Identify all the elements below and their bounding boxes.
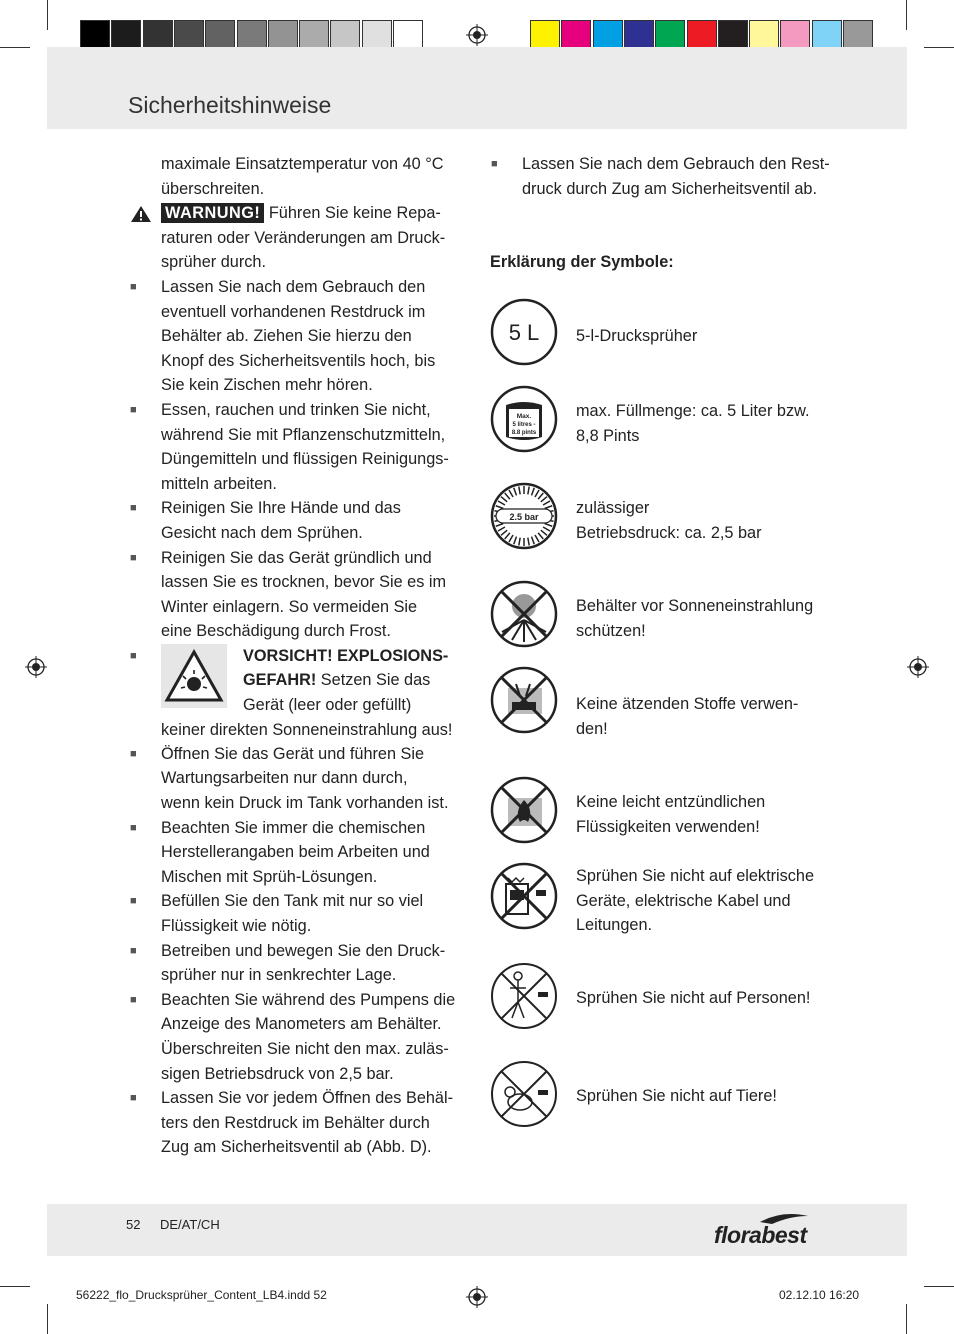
bullet-square-icon: ■ <box>130 280 137 293</box>
warning-text: raturen oder Veränderungen am Druck- <box>161 228 446 247</box>
locale-label: DE/AT/CH <box>160 1217 220 1232</box>
item-line: Befüllen Sie den Tank mit nur so viel <box>161 892 424 911</box>
item-line: Lassen Sie nach dem Gebrauch den Rest- <box>522 155 830 173</box>
svg-text:Max.: Max. <box>516 413 532 420</box>
gray-swatch <box>299 20 329 50</box>
intro-line: überschreiten. <box>161 179 265 198</box>
svg-text:5 litres -: 5 litres - <box>512 422 536 428</box>
bullet-item <box>130 398 471 496</box>
warning-triangle-icon <box>130 205 152 223</box>
bullet-item <box>130 988 471 1086</box>
color-swatch <box>812 20 842 50</box>
item-line: Mischen mit Sprüh-Lösungen. <box>161 867 378 886</box>
symbol-text: Sprühen Sie nicht auf elektrische <box>576 867 815 885</box>
bullet-item <box>130 939 471 988</box>
color-swatch <box>593 20 623 50</box>
item-line: sigen Betriebsdruck von 2,5 bar. <box>161 1064 394 1083</box>
bullet-square-icon: ■ <box>130 551 137 564</box>
max-fill-icon <box>490 385 558 453</box>
item-line: Lassen Sie vor jedem Öffnen des Behäl- <box>161 1089 454 1108</box>
slug-date: 02.12.10 16:20 <box>779 1288 860 1302</box>
no-spray-animals-icon <box>490 1060 558 1128</box>
item-line: eventuell vorhandenen Restdruck im <box>161 302 426 321</box>
bullet-square-icon: ■ <box>130 821 137 834</box>
registration-mark-icon <box>466 1286 488 1308</box>
bullet-item <box>130 546 471 644</box>
registration-mark-icon <box>907 656 929 678</box>
item-line: Betreiben und bewegen Sie den Druck- <box>161 941 446 960</box>
item-line: Sie kein Zischen mehr hören. <box>161 376 373 395</box>
slug-file: 56222_flo_Drucksprüher_Content_LB4.indd 52 <box>76 1288 327 1302</box>
bullet-square-icon: ■ <box>130 649 137 662</box>
svg-text:5 L: 5 L <box>508 320 540 345</box>
left-column <box>130 152 471 1160</box>
right-column-item <box>491 152 842 201</box>
no-spray-electrical-icon <box>490 862 558 930</box>
color-swatch <box>749 20 779 50</box>
bullet-item <box>130 816 471 890</box>
bullet-item <box>130 1086 471 1160</box>
bullet-square-icon: ■ <box>491 158 498 170</box>
registration-mark-icon <box>25 656 47 678</box>
bullet-square-icon: ■ <box>130 502 137 515</box>
gray-swatch <box>205 20 235 50</box>
svg-text:2.5 bar: 2.5 bar <box>509 512 539 522</box>
item-line: Essen, rauchen und trinken Sie nicht, <box>161 400 431 419</box>
item-line: Düngemitteln und flüssigen Reinigungs- <box>161 450 449 469</box>
gray-swatch <box>174 20 204 50</box>
item-line: druck durch Zug am Sicherheitsventil ab. <box>522 179 818 198</box>
pressure-gauge-icon <box>490 482 558 550</box>
color-swatch <box>624 20 654 50</box>
explosive-hazard-icon <box>161 644 227 708</box>
intro-line: maximale Einsatztemperatur von 40 °C <box>161 155 444 173</box>
no-flammable-icon <box>490 776 558 844</box>
item-line: Beachten Sie immer die chemischen <box>161 818 426 837</box>
symbol-text: den! <box>576 719 608 738</box>
color-swatch <box>687 20 717 50</box>
brand-wordmark: florabest <box>714 1222 807 1248</box>
item-line: Lassen Sie nach dem Gebrauch den <box>161 277 426 296</box>
symbol-text: Behälter vor Sonneneinstrahlung <box>576 597 814 615</box>
gray-swatch <box>237 20 267 50</box>
florabest-logo <box>712 1212 828 1250</box>
item-line: wenn kein Druck im Tank vorhanden ist. <box>161 794 449 813</box>
bullet-square-icon: ■ <box>130 1092 137 1105</box>
bullet-square-icon: ■ <box>130 993 137 1006</box>
bullet-item <box>130 496 471 545</box>
gray-swatch <box>143 20 173 50</box>
bullet-item <box>130 889 471 938</box>
warning-text: sprüher durch. <box>161 253 266 272</box>
symbol-text: Sprühen Sie nicht auf Personen! <box>576 989 811 1007</box>
bullet-square-icon: ■ <box>130 403 137 416</box>
color-swatch <box>718 20 748 50</box>
symbol-text: Betriebsdruck: ca. 2,5 bar <box>576 523 762 542</box>
symbol-text: 5-l-Drucksprüher <box>576 327 698 345</box>
item-line: Knopf des Sicherheitsventils hoch, bis <box>161 351 436 370</box>
symbol-text: Keine leicht entzündlichen <box>576 793 766 811</box>
item-line: Beachten Sie während des Pumpens die <box>161 990 456 1009</box>
symbols-heading: Erklärung der Symbole: <box>490 253 674 271</box>
caution-label: VORSICHT! EXPLOSIONS- <box>243 646 449 665</box>
gray-swatch <box>393 20 423 50</box>
bullet-item <box>130 742 471 816</box>
warning-label: WARNUNG! <box>161 203 264 223</box>
item-line: Zug am Sicherheitsventil ab (Abb. D). <box>161 1138 432 1157</box>
item-line: eine Beschädigung durch Frost. <box>161 622 391 641</box>
color-swatch <box>561 20 591 50</box>
symbol-text: zulässiger <box>576 499 650 517</box>
bullet-square-icon: ■ <box>130 747 137 760</box>
page-number: 52 <box>126 1217 141 1232</box>
item-line: Wartungsarbeiten nur dann durch, <box>161 769 408 788</box>
color-swatch <box>780 20 810 50</box>
svg-text:8.8 pints: 8.8 pints <box>511 430 537 436</box>
item-line: sprüher nur in senkrechter Lage. <box>161 966 397 985</box>
item-line: Flüssigkeit wie nötig. <box>161 917 312 936</box>
item-line: Überschreiten Sie nicht den max. zuläs- <box>161 1040 449 1058</box>
item-line: Reinigen Sie das Gerät gründlich und <box>161 548 432 567</box>
item-line: während Sie mit Pflanzenschutzmitteln, <box>161 425 446 444</box>
gray-swatch <box>330 20 360 50</box>
gray-swatch <box>268 20 298 50</box>
color-swatch <box>530 20 560 50</box>
item-line: mitteln arbeiten. <box>161 474 277 493</box>
gray-swatch <box>111 20 141 50</box>
warning-item <box>161 201 471 275</box>
bullet-item <box>130 275 471 398</box>
caution-text: keiner direkten Sonneneinstrahlung aus! <box>161 720 453 739</box>
caution-label: GEFAHR! <box>243 671 317 690</box>
symbol-text: 8,8 Pints <box>576 426 640 445</box>
symbol-text: Geräte, elektrische Kabel und <box>576 891 791 910</box>
item-line: Gesicht nach dem Sprühen. <box>161 523 363 542</box>
item-line: Anzeige des Manometers am Behälter. <box>161 1015 442 1034</box>
caution-text: Setzen Sie das <box>316 671 431 690</box>
bullet-square-icon: ■ <box>130 895 137 908</box>
page-title: Sicherheitshinweise <box>128 92 332 118</box>
symbol-text: schützen! <box>576 621 646 640</box>
caution-text: Gerät (leer oder gefüllt) <box>243 696 412 715</box>
warning-text: Führen Sie keine Repa- <box>264 204 441 223</box>
registration-mark-icon <box>466 24 488 46</box>
symbol-text: max. Füllmenge: ca. 5 Liter bzw. <box>576 402 810 420</box>
no-corrosive-icon <box>490 666 558 734</box>
item-line: Reinigen Sie Ihre Hände und das <box>161 499 401 518</box>
bullet-square-icon: ■ <box>130 944 137 957</box>
no-sun-icon <box>490 580 558 648</box>
item-line: Winter einlagern. So vermeiden Sie <box>161 597 418 616</box>
symbol-text: Sprühen Sie nicht auf Tiere! <box>576 1087 777 1105</box>
item-line: Herstellerangaben beim Arbeiten und <box>161 843 430 862</box>
five-liter-icon <box>490 298 558 366</box>
caution-item <box>130 644 471 742</box>
no-spray-persons-icon <box>490 962 558 1030</box>
gray-swatch <box>362 20 392 50</box>
item-line: Öffnen Sie das Gerät und führen Sie <box>161 744 425 763</box>
gray-swatch <box>80 20 110 50</box>
symbol-text: Flüssigkeiten verwenden! <box>576 817 760 836</box>
item-line: lassen Sie es trocknen, bevor Sie es im <box>161 573 447 592</box>
symbol-text: Leitungen. <box>576 916 653 935</box>
color-swatch <box>843 20 873 50</box>
color-swatch <box>655 20 685 50</box>
symbol-text: Keine ätzenden Stoffe verwen- <box>576 695 799 713</box>
item-line: Behälter ab. Ziehen Sie hierzu den <box>161 327 412 346</box>
item-line: ters den Restdruck im Behälter durch <box>161 1113 430 1132</box>
